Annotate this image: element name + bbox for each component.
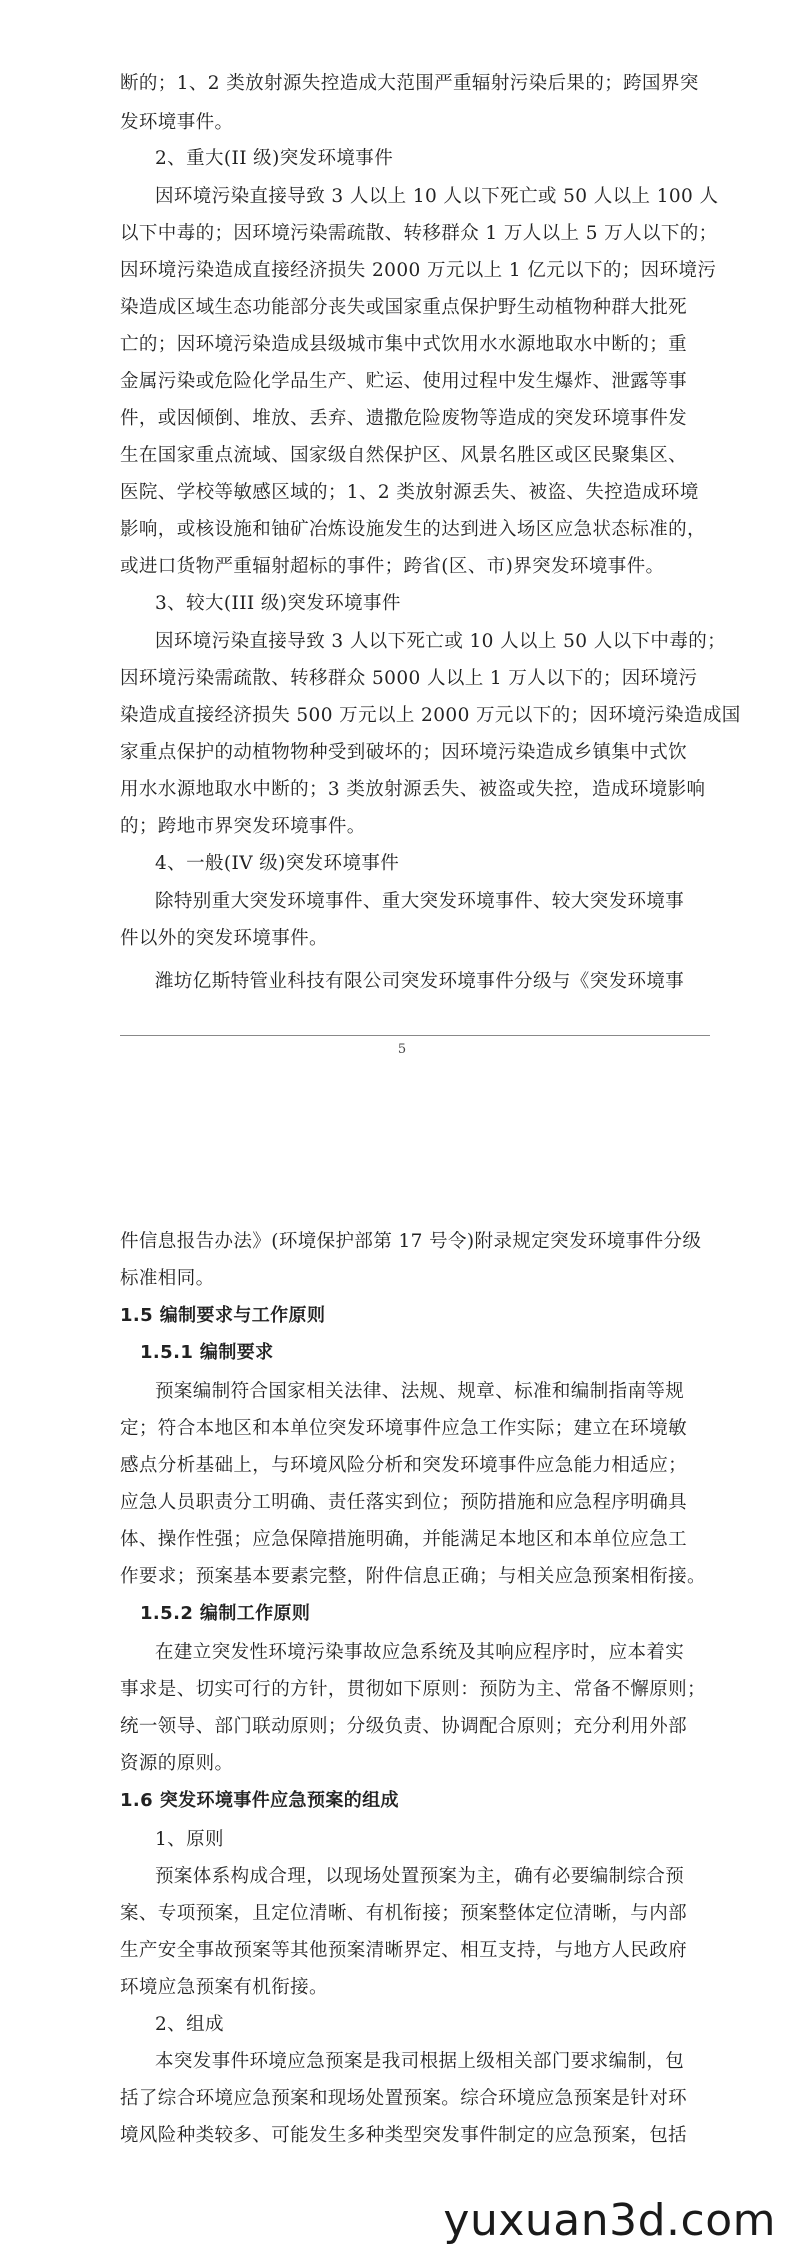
page2-line: 案、专项预案，且定位清晰、有机衔接；预案整体定位清晰，与内部 bbox=[120, 1903, 688, 1924]
page2-line: 在建立突发性环境污染事故应急系统及其响应程序时，应本着实 bbox=[155, 1642, 685, 1663]
page1-line: 染造成区域生态功能部分丧失或国家重点保护野生动植物种群大批死 bbox=[120, 297, 688, 318]
page1-line: 用水水源地取水中断的；3 类放射源丢失、被盗或失控，造成环境影响 bbox=[120, 779, 706, 800]
page1-line: 除特别重大突发环境事件、重大突发环境事件、较大突发环境事 bbox=[155, 891, 685, 912]
page1-line: 的；跨地市界突发环境事件。 bbox=[120, 816, 366, 837]
page1-line: 4、一般(IV 级)突发环境事件 bbox=[155, 853, 400, 874]
page1-line: 金属污染或危险化学品生产、贮运、使用过程中发生爆炸、泄露等事 bbox=[120, 371, 688, 392]
page1-line: 件，或因倾倒、堆放、丢弃、遗撒危险废物等造成的突发环境事件发 bbox=[120, 408, 688, 429]
page1-line: 3、较大(III 级)突发环境事件 bbox=[155, 593, 401, 614]
page2-line: 1.5 编制要求与工作原则 bbox=[120, 1305, 326, 1326]
page1-line: 因环境污染需疏散、转移群众 5000 人以上 1 万人以下的；因环境污 bbox=[120, 668, 698, 689]
page2-line: 预案体系构成合理，以现场处置预案为主，确有必要编制综合预 bbox=[155, 1866, 685, 1887]
page1-line: 断的；1、2 类放射源失控造成大范围严重辐射污染后果的；跨国界突 bbox=[120, 73, 699, 94]
page1-line: 因环境污染直接导致 3 人以下死亡或 10 人以上 50 人以下中毒的； bbox=[155, 631, 727, 652]
page2-line: 感点分析基础上，与环境风险分析和突发环境事件应急能力相适应； bbox=[120, 1455, 688, 1476]
page2-line: 环境应急预案有机衔接。 bbox=[120, 1977, 328, 1998]
page1-line: 影响，或核设施和铀矿冶炼设施发生的达到进入场区应急状态标准的， bbox=[120, 519, 706, 540]
page1-line: 医院、学校等敏感区域的；1、2 类放射源丢失、被盗、失控造成环境 bbox=[120, 482, 699, 503]
page2-line: 体、操作性强；应急保障措施明确，并能满足本地区和本单位应急工 bbox=[120, 1529, 688, 1550]
page-number: 5 bbox=[397, 1042, 407, 1057]
page1-line: 以下中毒的；因环境污染需疏散、转移群众 1 万人以上 5 万人以下的； bbox=[120, 223, 718, 244]
page2-line: 预案编制符合国家相关法律、法规、规章、标准和编制指南等规 bbox=[155, 1381, 685, 1402]
page1-line: 因环境污染直接导致 3 人以上 10 人以下死亡或 50 人以上 100 人 bbox=[155, 186, 719, 207]
page2-line: 1、原则 bbox=[155, 1829, 224, 1850]
page2-line: 作要求；预案基本要素完整，附件信息正确；与相关应急预案相衔接。 bbox=[120, 1566, 706, 1587]
page1-line: 2、重大(II 级)突发环境事件 bbox=[155, 148, 394, 169]
page1-line: 潍坊亿斯特管业科技有限公司突发环境事件分级与《突发环境事 bbox=[155, 971, 685, 992]
page2-line: 资源的原则。 bbox=[120, 1753, 234, 1774]
page2-line: 件信息报告办法》(环境保护部第 17 号令)附录规定突发环境事件分级 bbox=[120, 1231, 702, 1252]
page1-line: 或进口货物严重辐射超标的事件；跨省(区、市)界突发环境事件。 bbox=[120, 556, 665, 577]
page2-line: 事求是、切实可行的方针，贯彻如下原则：预防为主、常备不懈原则； bbox=[120, 1679, 706, 1700]
page2-line: 1.5.1 编制要求 bbox=[140, 1342, 274, 1363]
page1-line: 亡的；因环境污染造成县级城市集中式饮用水水源地取水中断的；重 bbox=[120, 334, 688, 355]
page1-line: 件以外的突发环境事件。 bbox=[120, 928, 328, 949]
page-divider bbox=[120, 1035, 710, 1036]
page2-line: 应急人员职责分工明确、责任落实到位；预防措施和应急程序明确具 bbox=[120, 1492, 688, 1513]
page2-line: 1.6 突发环境事件应急预案的组成 bbox=[120, 1790, 399, 1811]
page2-line: 1.5.2 编制工作原则 bbox=[140, 1603, 311, 1624]
page2-line: 统一领导、部门联动原则；分级负责、协调配合原则；充分利用外部 bbox=[120, 1716, 688, 1737]
page2-line: 生产安全事故预案等其他预案清晰界定、相互支持，与地方人民政府 bbox=[120, 1940, 688, 1961]
watermark: yuxuan3d.com bbox=[443, 2195, 776, 2246]
page2-line: 境风险种类较多、可能发生多种类型突发事件制定的应急预案，包括 bbox=[120, 2125, 688, 2146]
page1-line: 家重点保护的动植物物种受到破坏的；因环境污染造成乡镇集中式饮 bbox=[120, 742, 688, 763]
page1-line: 生在国家重点流域、国家级自然保护区、风景名胜区或区民聚集区、 bbox=[120, 445, 688, 466]
page2-line: 本突发事件环境应急预案是我司根据上级相关部门要求编制，包 bbox=[155, 2051, 685, 2072]
page2-line: 括了综合环境应急预案和现场处置预案。综合环境应急预案是针对环 bbox=[120, 2088, 688, 2109]
page2-line: 标准相同。 bbox=[120, 1268, 215, 1289]
page1-line: 发环境事件。 bbox=[120, 112, 234, 133]
page1-line: 染造成直接经济损失 500 万元以上 2000 万元以下的；因环境污染造成国 bbox=[120, 705, 741, 726]
page2-line: 2、组成 bbox=[155, 2014, 224, 2035]
page2-line: 定；符合本地区和本单位突发环境事件应急工作实际；建立在环境敏 bbox=[120, 1418, 688, 1439]
page1-line: 因环境污染造成直接经济损失 2000 万元以上 1 亿元以下的；因环境污 bbox=[120, 260, 717, 281]
